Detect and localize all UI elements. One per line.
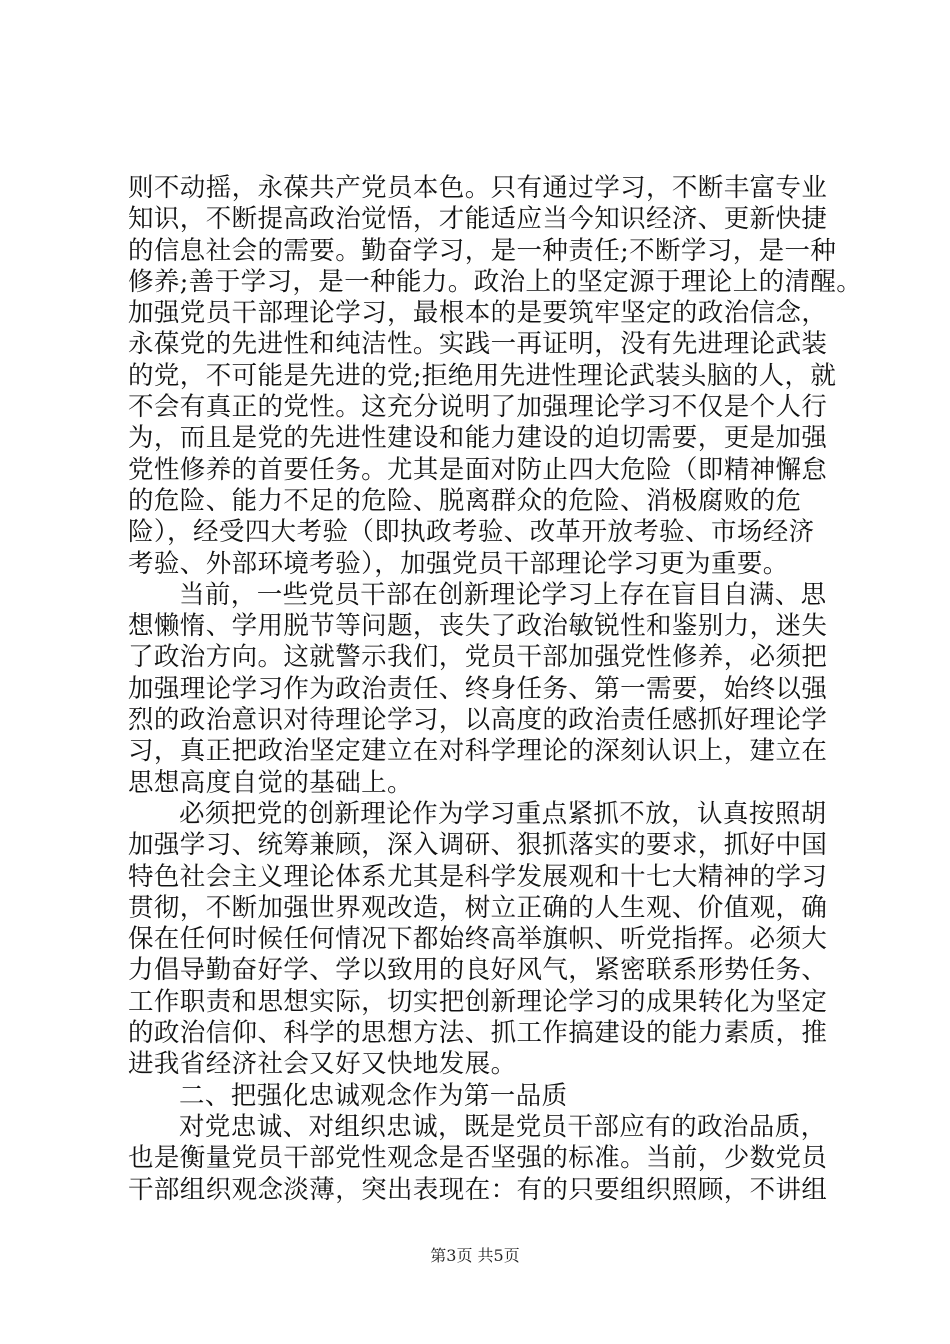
text-line: 则不动摇，永葆共产党员本色。只有通过学习，不断丰富专业 (128, 173, 828, 203)
section-heading: 二、把强化忠诚观念作为第一品质 (179, 1080, 568, 1111)
paragraph-first-line: 当前，一些党员干部在创新理论学习上存在盲目自满、思 (179, 579, 827, 610)
text-line: 不会有真正的党性。这充分说明了加强理论学习不仅是个人行 (128, 392, 828, 423)
text-line: 习，真正把政治坚定建立在对科学理论的深刻认识上，建立在 (128, 736, 828, 767)
text-line: 永葆党的先进性和纯洁性。实践一再证明，没有先进理论武装 (128, 329, 828, 360)
text-line: 知识，不断提高政治觉悟，才能适应当今知识经济、更新快捷 (128, 204, 828, 235)
text-line: 想懒惰、学用脱节等问题，丧失了政治敏锐性和鉴别力，迷失 (128, 611, 828, 642)
text-line: 烈的政治意识对待理论学习，以高度的政治责任感抓好理论学 (128, 705, 828, 736)
text-line: 思想高度自觉的基础上。 (128, 767, 413, 798)
text-line: 力倡导勤奋好学、学以致用的良好风气，紧密联系形势任务、 (128, 955, 828, 986)
text-line: 加强理论学习作为政治责任、终身任务、第一需要，始终以强 (128, 673, 828, 704)
text-line: 党性修养的首要任务。尤其是面对防止四大危险（即精神懈怠 (128, 454, 828, 485)
paragraph-first-line: 必须把党的创新理论作为学习重点紧抓不放，认真按照胡 (179, 798, 827, 829)
text-line: 加强党员干部理论学习，最根本的是要筑牢坚定的政治信念， (128, 298, 828, 329)
text-line: 保在任何时候任何情况下都始终高举旗帜、听党指挥。必须大 (128, 924, 828, 955)
paragraph-first-line: 对党忠诚、对组织忠诚，既是党员干部应有的政治品质， (179, 1111, 827, 1142)
text-line: 进我省经济社会又好又快地发展。 (128, 1049, 517, 1080)
text-line: 的危险、能力不足的危险、脱离群众的危险、消极腐败的危 (128, 485, 802, 516)
text-line: 贯彻，不断加强世界观改造，树立正确的人生观、价值观，确 (128, 892, 828, 923)
page-footer: 第3页 共5页 (430, 1246, 520, 1265)
text-line: 考验、外部环境考验），加强党员干部理论学习更为重要。 (128, 548, 789, 579)
text-line: 的政治信仰、科学的思想方法、抓工作搞建设的能力素质，推 (128, 1018, 828, 1049)
text-line: 也是衡量党员干部党性观念是否坚强的标准。当前，少数党员 (128, 1143, 828, 1174)
text-line: 工作职责和思想实际，切实把创新理论学习的成果转化为坚定 (128, 986, 828, 1017)
text-line: 的信息社会的需要。勤奋学习，是一种责任;不断学习，是一种 (128, 235, 837, 266)
text-line: 的党，不可能是先进的党;拒绝用先进性理论武装头脑的人，就 (128, 360, 837, 391)
text-line: 加强学习、统筹兼顾，深入调研、狠抓落实的要求，抓好中国 (128, 830, 828, 861)
text-line: 了政治方向。这就警示我们，党员干部加强党性修养，必须把 (128, 642, 828, 673)
text-line: 修养;善于学习，是一种能力。政治上的坚定源于理论上的清醒。 (128, 266, 863, 297)
text-line: 特色社会主义理论体系尤其是科学发展观和十七大精神的学习 (128, 861, 828, 892)
text-line: 险），经受四大考验（即执政考验、改革开放考验、市场经济 (128, 517, 815, 548)
text-line: 干部组织观念淡薄，突出表现在：有的只要组织照顾，不讲组 (128, 1174, 828, 1205)
body-text (128, 173, 863, 1206)
text-line: 为，而且是党的先进性建设和能力建设的迫切需要，更是加强 (128, 423, 828, 454)
